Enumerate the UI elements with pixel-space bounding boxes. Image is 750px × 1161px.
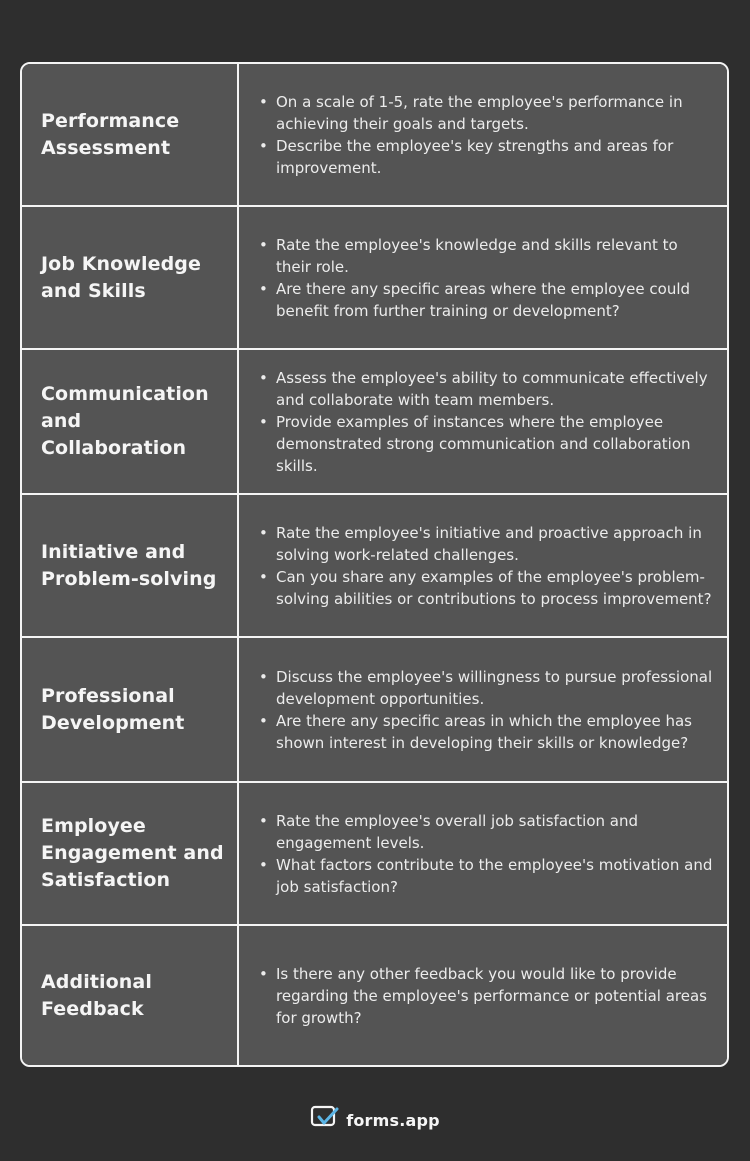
question-item: • Is there any other feedback you would like to provide regarding the employee's performance or potential areas for growth? [259, 963, 715, 1029]
question-list [259, 234, 715, 322]
forms-app-logo-icon [310, 1105, 340, 1135]
question-item: • Discuss the employee's willingness to pursue professional development opportunities. [259, 666, 715, 710]
category-cell [22, 207, 239, 348]
question-list [259, 522, 715, 610]
category-cell [22, 64, 239, 205]
category-title: Additional Feedback [41, 970, 152, 1020]
category-title: Initiative and Problem-solving [41, 540, 217, 590]
question-item: • Rate the employee's overall job satisfaction and engagement levels. [259, 810, 715, 854]
question-item: • Rate the employee's initiative and proactive approach in solving work-related challenges. [259, 522, 715, 566]
category-cell [22, 926, 239, 1065]
questions-cell [239, 783, 727, 924]
footer [0, 1105, 750, 1135]
table-row [22, 64, 727, 207]
table-row [22, 350, 727, 495]
table-row [22, 783, 727, 926]
questions-cell [239, 495, 727, 636]
brand-name: forms.app [346, 1110, 440, 1130]
question-list [259, 963, 715, 1029]
question-list [259, 810, 715, 898]
question-item: • Can you share any examples of the employee's problem-solving abilities or contributions to process improvement? [259, 566, 715, 610]
review-questions-table [20, 62, 729, 1067]
question-list [259, 666, 715, 754]
question-list [259, 367, 715, 477]
table-row [22, 638, 727, 783]
questions-cell [239, 207, 727, 348]
questions-cell [239, 350, 727, 493]
question-item: • Are there any specific areas in which the employee has shown interest in developing their skills or knowledge? [259, 710, 715, 754]
questions-cell [239, 926, 727, 1065]
question-item: • Provide examples of instances where the employee demonstrated strong communication and collaboration skills. [259, 411, 715, 477]
table-row [22, 495, 727, 638]
question-item: • Rate the employee's knowledge and skills relevant to their role. [259, 234, 715, 278]
question-item: • What factors contribute to the employee's motivation and job satisfaction? [259, 854, 715, 898]
category-cell [22, 495, 239, 636]
category-cell [22, 350, 239, 493]
category-cell [22, 783, 239, 924]
category-cell [22, 638, 239, 781]
category-title: Performance Assessment [41, 109, 180, 159]
questions-cell [239, 638, 727, 781]
question-item: • Describe the employee's key strengths and areas for improvement. [259, 135, 715, 179]
question-list [259, 91, 715, 179]
category-title: Professional Development [41, 684, 185, 734]
question-item: • Are there any specific areas where the employee could benefit from further training or development? [259, 278, 715, 322]
category-title: Employee Engagement and Satisfaction [41, 815, 224, 891]
table-row [22, 926, 727, 1065]
question-item: • On a scale of 1-5, rate the employee's performance in achieving their goals and targets. [259, 91, 715, 135]
table-row [22, 207, 727, 350]
category-title: Communication and Collaboration [41, 383, 209, 459]
question-item: • Assess the employee's ability to communicate effectively and collaborate with team members. [259, 367, 715, 411]
questions-cell [239, 64, 727, 205]
category-title: Job Knowledge and Skills [41, 252, 201, 302]
